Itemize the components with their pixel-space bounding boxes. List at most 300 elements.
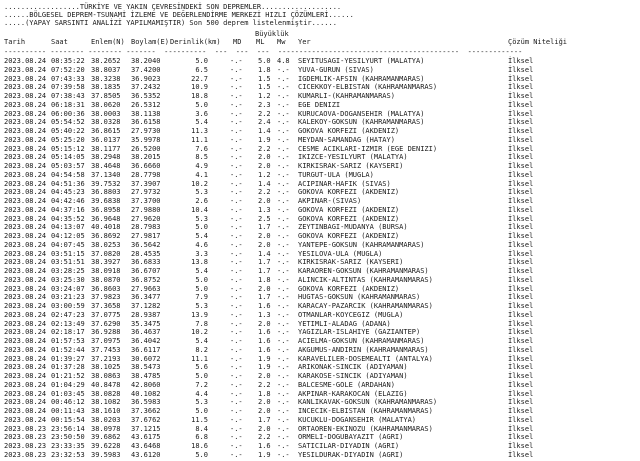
row-place: KUCUKLU-DOGANSEHIR (MALATYA) — [298, 415, 417, 424]
row-md: -.- — [230, 83, 243, 92]
row-ml: 1.6 — [258, 345, 271, 354]
row-date: 2023.08.24 — [4, 188, 47, 197]
row-date: 2023.08.24 — [4, 380, 47, 389]
table-row — [0, 206, 640, 215]
table-row — [0, 171, 640, 180]
row-time: 03:24:07 — [51, 284, 85, 293]
row-quality: İlksel — [508, 170, 534, 179]
row-mw: -.- — [277, 83, 290, 92]
row-time: 04:07:45 — [51, 240, 85, 249]
row-depth: 4.6 — [195, 240, 208, 249]
row-time: 23:33:35 — [51, 442, 85, 450]
row-date: 2023.08.24 — [4, 310, 47, 319]
row-ml: 2.5 — [258, 214, 271, 223]
row-place: YESILOVA-ULA (MUGLA) — [298, 249, 383, 258]
row-mw: -.- — [277, 197, 290, 205]
table-row — [0, 223, 640, 232]
row-depth: 10.2 — [191, 179, 208, 188]
col-place: Yer — [298, 38, 311, 46]
row-ml: 1.5 — [258, 74, 271, 83]
row-mw: -.- — [277, 223, 290, 232]
row-date: 2023.08.24 — [4, 267, 47, 275]
row-ml: 2.0 — [258, 319, 271, 328]
row-lon: 36.3477 — [131, 293, 161, 302]
row-ml: 1.7 — [258, 223, 271, 232]
row-date: 2023.08.24 — [4, 170, 47, 179]
table-row — [0, 127, 640, 136]
row-lat: 38.0978 — [91, 424, 121, 433]
row-ml: 1.4 — [258, 179, 271, 188]
row-lat: 39.6862 — [91, 433, 121, 442]
header-line-title: ..................TÜRKİYE VE YAKIN ÇEVRESİNDEKİ SON DEPREMLER................... — [4, 3, 342, 11]
row-date: 2023.08.24 — [4, 249, 47, 258]
table-row — [0, 381, 640, 390]
row-place: KARAVELILER-DOSEMEALTI (ANTALYA) — [298, 354, 433, 363]
row-lon: 36.5352 — [131, 92, 161, 100]
row-lat: 36.8692 — [91, 232, 121, 240]
row-mw: -.- — [277, 302, 290, 310]
row-lat: 38.3927 — [91, 258, 121, 267]
table-row — [0, 433, 640, 442]
row-lat: 36.8803 — [91, 188, 121, 197]
row-md: -.- — [230, 372, 243, 380]
row-depth: 7.2 — [195, 380, 208, 389]
col-quality: Çözüm Niteliği — [508, 38, 568, 46]
row-mw: -.- — [277, 293, 290, 302]
row-lat: 38.0870 — [91, 275, 121, 284]
row-depth: 10.9 — [191, 83, 208, 92]
row-place: OTMANLAR-KOYCEGIZ (MUGLA) — [298, 310, 404, 319]
table-row — [0, 302, 640, 311]
row-mw: -.- — [277, 442, 290, 450]
row-lon: 36.6117 — [131, 345, 161, 354]
row-depth: 5.0 — [195, 275, 208, 284]
row-quality: İlksel — [508, 450, 534, 459]
row-quality: İlksel — [508, 214, 534, 223]
row-lon: 28.7798 — [131, 170, 161, 179]
row-quality: İlksel — [508, 118, 534, 127]
row-lon: 37.1282 — [131, 302, 161, 310]
row-place: ORMELI-DOGUBAYAZIT (AGRI) — [298, 433, 404, 442]
row-mw: -.- — [277, 380, 290, 389]
row-date: 2023.08.24 — [4, 214, 47, 223]
row-place: CICEKKOY-ELBISTAN (KAHRAMANMARAS) — [298, 83, 438, 92]
row-place: AKGUMUS-ANDIRIN (KAHRAMANMARAS) — [298, 345, 429, 354]
row-lat: 38.0253 — [91, 240, 121, 249]
row-md: -.- — [230, 293, 243, 302]
col-time: Saat — [51, 38, 68, 46]
row-md: -.- — [230, 424, 243, 433]
table-row — [0, 241, 640, 250]
row-quality: İlksel — [508, 92, 534, 100]
row-mw: -.- — [277, 144, 290, 153]
row-time: 00:15:54 — [51, 415, 85, 424]
table-row — [0, 293, 640, 302]
row-date: 2023.08.24 — [4, 144, 47, 153]
row-lat: 38.4648 — [91, 162, 121, 170]
row-date: 2023.08.24 — [4, 407, 47, 415]
row-time: 01:04:29 — [51, 380, 85, 389]
row-lon: 37.6762 — [131, 415, 161, 424]
row-lat: 37.0820 — [91, 249, 121, 258]
row-lat: 37.0775 — [91, 310, 121, 319]
row-time: 04:12:05 — [51, 232, 85, 240]
row-place: YESILDURAK-DIYADIN (AGRI) — [298, 450, 404, 459]
row-mw: -.- — [277, 407, 290, 415]
row-lat: 36.9648 — [91, 214, 121, 223]
row-quality: İlksel — [508, 302, 534, 310]
row-mw: -.- — [277, 240, 290, 249]
row-md: -.- — [230, 442, 243, 450]
row-mw: -.- — [277, 267, 290, 275]
row-time: 08:35:22 — [51, 57, 85, 65]
row-time: 06:00:36 — [51, 109, 85, 118]
row-lon: 28.7983 — [131, 223, 161, 232]
column-headers — [0, 38, 640, 47]
row-place: YETIMLI-ALADAG (ADANA) — [298, 319, 391, 328]
row-lat: 40.8478 — [91, 380, 121, 389]
row-lon: 43.6120 — [131, 450, 161, 459]
row-place: TURGUT-ULA (MUGLA) — [298, 170, 374, 179]
row-depth: 11.5 — [191, 415, 208, 424]
row-date: 2023.08.24 — [4, 293, 47, 302]
row-time: 03:51:51 — [51, 258, 85, 267]
row-lat: 39.7532 — [91, 179, 121, 188]
row-quality: İlksel — [508, 380, 534, 389]
row-md: -.- — [230, 345, 243, 354]
row-time: 05:40:22 — [51, 127, 85, 135]
row-quality: İlksel — [508, 354, 534, 363]
row-ml: 2.0 — [258, 240, 271, 249]
row-place: ACIPINAR-HAFIK (SIVAS) — [298, 179, 391, 188]
row-quality: İlksel — [508, 240, 534, 249]
row-depth: 5.3 — [195, 302, 208, 310]
row-depth: 5.0 — [195, 284, 208, 293]
row-md: -.- — [230, 415, 243, 424]
table-row — [0, 57, 640, 66]
row-time: 01:39:27 — [51, 354, 85, 363]
row-depth: 11.1 — [191, 354, 208, 363]
row-lon: 35.3475 — [131, 319, 161, 328]
row-depth: 22.7 — [191, 74, 208, 83]
row-depth: 13.9 — [191, 310, 208, 319]
row-depth: 3.3 — [195, 249, 208, 258]
row-md: -.- — [230, 258, 243, 267]
row-place: GOKOVA KORFEZI (AKDENIZ) — [298, 127, 400, 135]
row-place: KARACAY-PAZARCIK (KAHRAMANMARAS) — [298, 302, 433, 310]
row-place: MEYDAN-SAMANDAG (HATAY) — [298, 135, 395, 144]
row-lon: 35.9978 — [131, 135, 161, 144]
table-row — [0, 416, 640, 425]
table-row — [0, 363, 640, 372]
row-lon: 26.5200 — [131, 144, 161, 153]
row-time: 05:03:57 — [51, 162, 85, 170]
row-lon: 42.8060 — [131, 380, 161, 389]
row-place: AKPINAR-KARAKOCAN (ELAZIG) — [298, 389, 408, 398]
row-time: 02:13:49 — [51, 319, 85, 328]
row-ml: 2.0 — [258, 398, 271, 407]
row-time: 00:46:12 — [51, 398, 85, 407]
row-quality: İlksel — [508, 293, 534, 302]
row-mw: -.- — [277, 205, 290, 214]
row-date: 2023.08.24 — [4, 223, 47, 232]
row-md: -.- — [230, 74, 243, 83]
row-time: 03:00:59 — [51, 302, 85, 310]
row-lat: 38.1610 — [91, 407, 121, 415]
row-mw: -.- — [277, 153, 290, 162]
col-date: Tarih — [4, 38, 26, 46]
row-time: 23:56:14 — [51, 424, 85, 433]
row-mw: -.- — [277, 372, 290, 380]
table-row — [0, 311, 640, 320]
table-row — [0, 180, 640, 189]
row-lon: 38.5473 — [131, 363, 161, 372]
table-row — [0, 320, 640, 329]
row-time: 04:51:36 — [51, 179, 85, 188]
row-quality: İlksel — [508, 284, 534, 293]
table-row — [0, 153, 640, 162]
row-time: 06:18:31 — [51, 100, 85, 109]
row-place: YUVA-GURUN (SIVAS) — [298, 65, 374, 74]
row-date: 2023.08.24 — [4, 92, 47, 100]
col-mw: Mw — [277, 38, 286, 46]
table-row — [0, 118, 640, 127]
row-mw: -.- — [277, 389, 290, 398]
row-place: ACIELMA-GOKSUN (KAHRAMANMARAS) — [298, 337, 425, 345]
row-mw: -.- — [277, 433, 290, 442]
row-lat: 37.8505 — [91, 92, 121, 100]
row-mw: 4.8 — [277, 57, 290, 65]
row-date: 2023.08.24 — [4, 162, 47, 170]
row-quality: İlksel — [508, 310, 534, 319]
row-date: 2023.08.24 — [4, 337, 47, 345]
row-md: -.- — [230, 433, 243, 442]
row-md: -.- — [230, 179, 243, 188]
table-row — [0, 232, 640, 241]
row-depth: 5.3 — [195, 214, 208, 223]
row-quality: İlksel — [508, 337, 534, 345]
row-md: -.- — [230, 328, 243, 337]
header-divider: ---------- -------- -------- ------- ---------- --- --- --- ------------------------------------------- ------------- — [4, 48, 523, 56]
row-mw: -.- — [277, 232, 290, 240]
row-ml: 1.9 — [258, 135, 271, 144]
row-place: SATICILAR-DIYADIN (AGRI) — [298, 442, 400, 450]
row-quality: İlksel — [508, 144, 534, 153]
row-depth: 8.2 — [195, 345, 208, 354]
header-line-note: .....(YAPAY SARSINTI ANALİZİ YAPILMAMIŞTIR) Son 500 deprem listelenmiştir...... — [4, 19, 337, 27]
row-lon: 27.9663 — [131, 284, 161, 293]
row-depth: 5.0 — [195, 372, 208, 380]
row-ml: 2.2 — [258, 109, 271, 118]
row-date: 2023.08.24 — [4, 275, 47, 284]
row-quality: İlksel — [508, 424, 534, 433]
row-lon: 27.9620 — [131, 214, 161, 223]
row-depth: 11.3 — [191, 127, 208, 135]
row-lat: 37.6290 — [91, 319, 121, 328]
table-row — [0, 425, 640, 434]
row-time: 03:21:23 — [51, 293, 85, 302]
row-date: 2023.08.24 — [4, 345, 47, 354]
row-ml: 2.0 — [258, 232, 271, 240]
row-depth: 7.6 — [195, 144, 208, 153]
row-md: -.- — [230, 232, 243, 240]
row-lon: 26.5312 — [131, 100, 161, 109]
row-time: 04:54:58 — [51, 170, 85, 179]
row-md: -.- — [230, 275, 243, 284]
table-row — [0, 451, 640, 460]
row-date: 2023.08.23 — [4, 450, 47, 459]
row-md: -.- — [230, 170, 243, 179]
row-lon: 27.9880 — [131, 205, 161, 214]
row-ml: 2.4 — [258, 118, 271, 127]
row-md: -.- — [230, 389, 243, 398]
row-lat: 37.3658 — [91, 302, 121, 310]
row-date: 2023.08.24 — [4, 363, 47, 372]
row-ml: 1.3 — [258, 205, 271, 214]
row-time: 03:25:30 — [51, 275, 85, 284]
row-lat: 38.0620 — [91, 100, 121, 109]
row-date: 2023.08.24 — [4, 372, 47, 380]
row-depth: 3.6 — [195, 109, 208, 118]
row-lat: 38.1025 — [91, 363, 121, 372]
row-md: -.- — [230, 249, 243, 258]
row-md: -.- — [230, 109, 243, 118]
row-lat: 38.8037 — [91, 65, 121, 74]
row-ml: 2.0 — [258, 407, 271, 415]
table-row — [0, 390, 640, 399]
row-md: -.- — [230, 319, 243, 328]
row-md: -.- — [230, 188, 243, 197]
table-row — [0, 197, 640, 206]
row-date: 2023.08.24 — [4, 65, 47, 74]
row-md: -.- — [230, 398, 243, 407]
row-time: 04:37:16 — [51, 205, 85, 214]
row-lat: 38.0203 — [91, 415, 121, 424]
table-row — [0, 162, 640, 171]
row-depth: 8.4 — [195, 424, 208, 433]
row-lat: 38.2652 — [91, 57, 121, 65]
row-date: 2023.08.24 — [4, 179, 47, 188]
row-quality: İlksel — [508, 389, 534, 398]
row-quality: İlksel — [508, 275, 534, 284]
row-ml: 1.2 — [258, 170, 271, 179]
table-row — [0, 398, 640, 407]
row-lat: 39.5983 — [91, 450, 121, 459]
row-ml: 2.0 — [258, 197, 271, 205]
row-depth: 6.5 — [195, 65, 208, 74]
row-lon: 36.4637 — [131, 328, 161, 337]
header-line-center: ......BÖLGESEL DEPREM-TSUNAMİ İZLEME VE DEĞERLENDİRME MERKEZİ HIZLI ÇÖZÜMLERİ...... — [4, 11, 354, 19]
row-lat: 36.9288 — [91, 328, 121, 337]
row-depth: 5.3 — [195, 188, 208, 197]
table-row — [0, 258, 640, 267]
row-date: 2023.08.24 — [4, 127, 47, 135]
row-lat: 38.0863 — [91, 372, 121, 380]
row-date: 2023.08.24 — [4, 354, 47, 363]
row-md: -.- — [230, 407, 243, 415]
row-place: GOKOVA KORFEZI (AKDENIZ) — [298, 232, 400, 240]
row-depth: 7.8 — [195, 319, 208, 328]
row-place: HUGTAS-GOKSUN (KAHRAMANMARAS) — [298, 293, 421, 302]
row-depth: 4.9 — [195, 162, 208, 170]
row-ml: 2.2 — [258, 380, 271, 389]
row-md: -.- — [230, 302, 243, 310]
row-mw: -.- — [277, 188, 290, 197]
row-lat: 38.0328 — [91, 118, 121, 127]
row-lon: 36.4042 — [131, 337, 161, 345]
row-mw: -.- — [277, 337, 290, 345]
row-time: 04:13:07 — [51, 223, 85, 232]
row-place: KANLIKAVAK-GOKSUN (KAHRAMANMARAS) — [298, 398, 438, 407]
row-place: KALEKOY-GOKSUN (KAHRAMANMARAS) — [298, 118, 425, 127]
row-date: 2023.08.24 — [4, 302, 47, 310]
row-time: 01:03:45 — [51, 389, 85, 398]
row-place: KIRKISRAK-SARIZ (KAYSERI) — [298, 162, 404, 170]
row-time: 04:35:52 — [51, 214, 85, 223]
row-ml: 2.2 — [258, 144, 271, 153]
row-ml: 1.9 — [258, 450, 271, 459]
row-date: 2023.08.24 — [4, 240, 47, 249]
table-row — [0, 276, 640, 285]
row-time: 02:47:23 — [51, 310, 85, 319]
row-date: 2023.08.24 — [4, 205, 47, 214]
row-time: 05:15:12 — [51, 144, 85, 153]
row-date: 2023.08.23 — [4, 433, 47, 442]
row-depth: 4.1 — [195, 170, 208, 179]
row-ml: 1.6 — [258, 337, 271, 345]
row-time: 00:11:43 — [51, 407, 85, 415]
row-lon: 27.9732 — [131, 188, 161, 197]
table-row — [0, 83, 640, 92]
row-date: 2023.08.24 — [4, 389, 47, 398]
table-row — [0, 101, 640, 110]
row-lon: 36.5642 — [131, 240, 161, 249]
row-depth: 6.8 — [195, 433, 208, 442]
col-lon: Boylam(E) — [131, 38, 169, 46]
row-mw: -.- — [277, 258, 290, 267]
row-quality: İlksel — [508, 407, 534, 415]
row-lon: 37.3662 — [131, 407, 161, 415]
row-mw: -.- — [277, 354, 290, 363]
row-mw: -.- — [277, 127, 290, 135]
row-lon: 38.2040 — [131, 57, 161, 65]
row-depth: 5.0 — [195, 100, 208, 109]
row-place: SEYITUSAGI-YESILYURT (MALATYA) — [298, 57, 425, 65]
row-ml: 1.7 — [258, 267, 271, 275]
row-mw: -.- — [277, 135, 290, 144]
row-lat: 36.8615 — [91, 127, 121, 135]
table-row — [0, 110, 640, 119]
table-row — [0, 215, 640, 224]
row-md: -.- — [230, 118, 243, 127]
row-quality: İlksel — [508, 267, 534, 275]
row-time: 05:54:52 — [51, 118, 85, 127]
table-row — [0, 337, 640, 346]
row-quality: İlksel — [508, 135, 534, 144]
row-lon: 36.6660 — [131, 162, 161, 170]
row-mw: -.- — [277, 170, 290, 179]
row-depth: 5.4 — [195, 267, 208, 275]
table-row — [0, 267, 640, 276]
row-ml: 1.4 — [258, 127, 271, 135]
row-ml: 2.0 — [258, 372, 271, 380]
row-mw: -.- — [277, 363, 290, 372]
row-time: 05:14:05 — [51, 153, 85, 162]
row-lat: 37.1340 — [91, 170, 121, 179]
row-mw: -.- — [277, 450, 290, 459]
row-quality: İlksel — [508, 232, 534, 240]
row-lat: 38.1835 — [91, 83, 121, 92]
